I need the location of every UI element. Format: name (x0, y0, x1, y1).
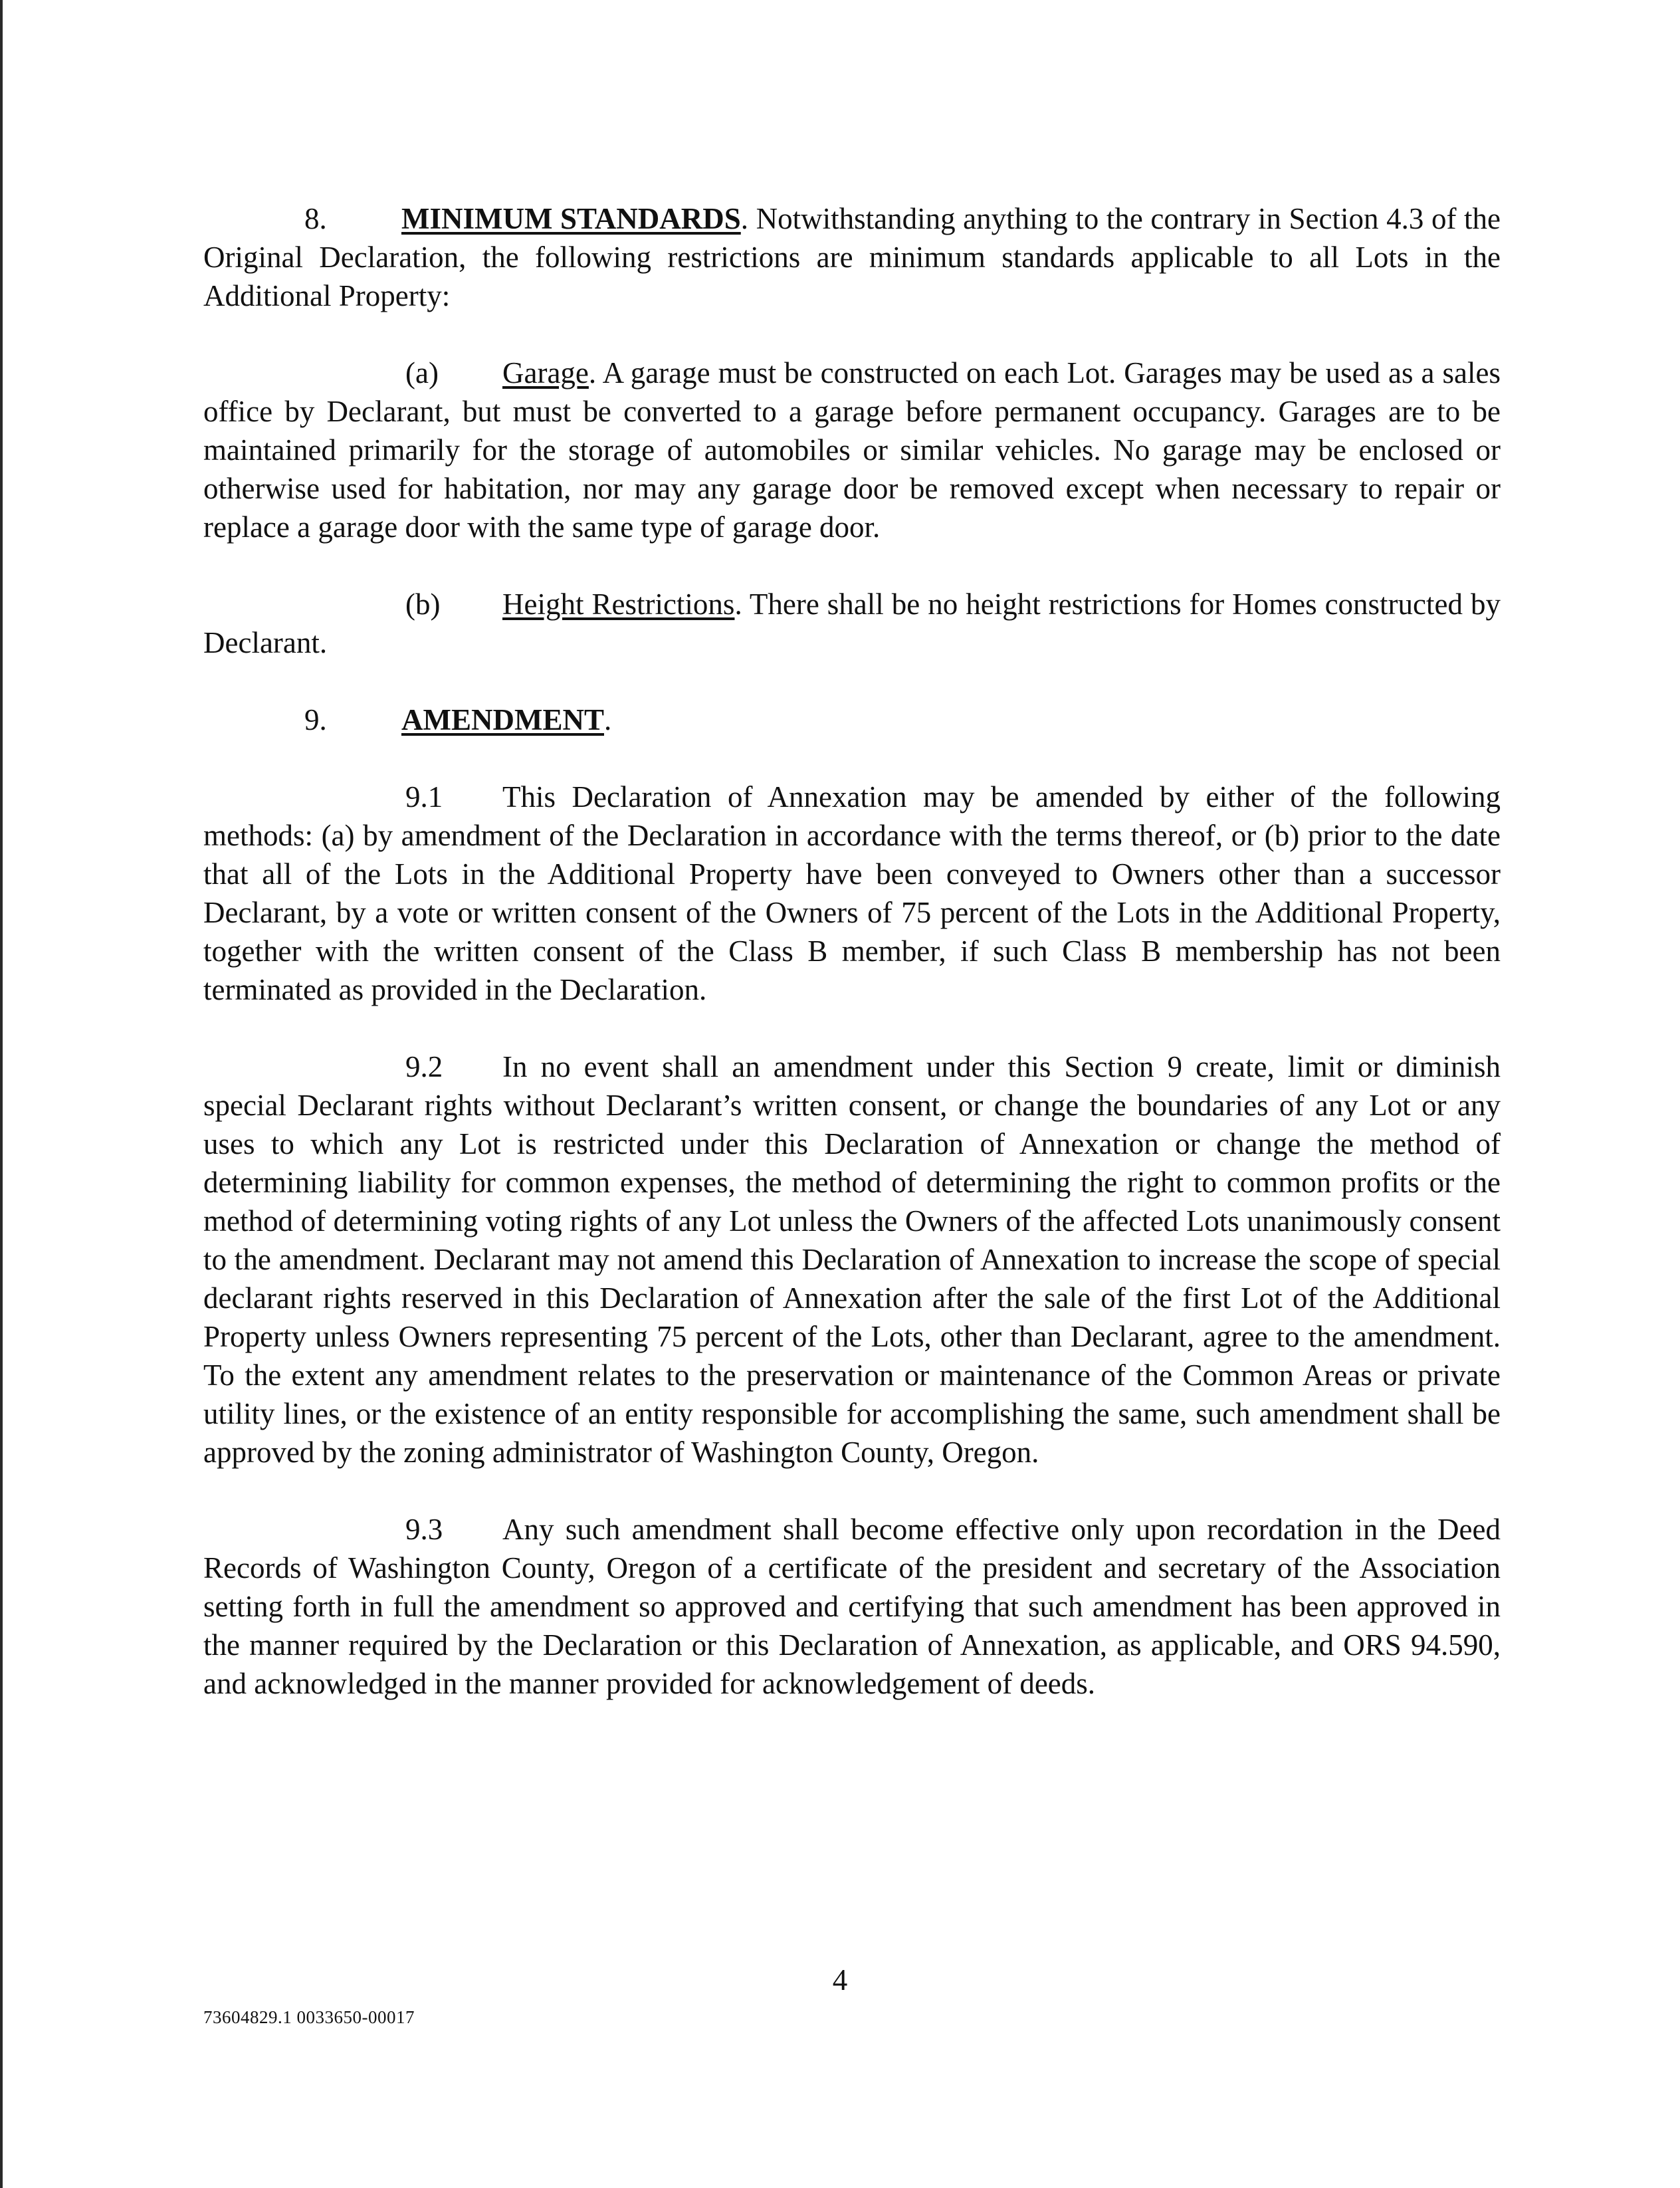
section-8b-label: (b) (405, 588, 441, 621)
section-9-3-paragraph (203, 1510, 1501, 1703)
scan-edge-line (0, 0, 3, 2188)
section-9-3-text: Any such amendment shall become effective only upon recordation in the Deed Records of Washington County, Oregon of a certificate of the president and secretary of the Association setting forth in full the amendment so approved and certifying that such amendment has been approved in the manner required by the Declaration or this Declaration of Annexation, as applicable, and ORS 94.590, and acknowledged in the manner provided for acknowledgement of deeds. (203, 1513, 1501, 1700)
section-9-number: 9. (304, 703, 327, 736)
section-8a-paragraph (203, 354, 1501, 546)
section-9-2-label: 9.2 (405, 1050, 443, 1083)
section-8-text: Notwithstanding anything to the contrary in Section 4.3 of the Original Declaration, the following restrictions are minimum standards applicable to all Lots in the Additional Property: (203, 202, 1501, 312)
section-8b-title: Height Restrictions (502, 588, 735, 621)
section-9-heading-line (203, 701, 1501, 739)
section-9-2-text: In no event shall an amendment under this Section 9 create, limit or diminish special Declarant rights without Declarant’s written consent, or change the boundaries of any Lot or any uses to which any Lot is restricted under this Declaration of Annexation or change the method of determining liability for common expenses, the method of determining the right to common profits or the method of determining voting rights of any Lot unless the Owners of the affected Lots unanimously consent to the amendment. Declarant may not amend this Declaration of Annexation to increase the scope of special declarant rights reserved in this Declaration of Annexation after the sale of the first Lot of the Additional Property unless Owners representing 75 percent of the Lots, other than Declarant, agree to the amendment. To the extent any amendment relates to the preservation or maintenance of the Common Areas or private utility lines, or the existence of an entity responsible for accomplishing the same, such amendment shall be approved by the zoning administrator of Washington County, Oregon. (203, 1050, 1501, 1469)
section-9-3-label: 9.3 (405, 1513, 443, 1546)
section-9-heading-punct: . (603, 703, 612, 736)
section-8a-label: (a) (405, 356, 439, 389)
section-9-heading: AMENDMENT (401, 703, 604, 736)
document-body (203, 199, 1501, 1703)
section-8-heading-punct: . (740, 202, 748, 235)
section-8b-text: . There shall be no height restrictions for Homes constructed by Declarant. (203, 588, 1501, 659)
document-id: 73604829.1 0033650-00017 (203, 2007, 415, 2027)
page-number: 4 (832, 1963, 848, 1997)
section-8-paragraph (203, 199, 1501, 315)
section-8-number: 8. (304, 202, 327, 235)
section-9-1-label: 9.1 (405, 780, 443, 814)
section-9-1-text: This Declaration of Annexation may be amended by either of the following methods: (a) by amendment of the Declaration in accordance with the terms thereof, or (b) prior to the date that all of the Lots in the Additional Property have been conveyed to Owners other than a successor Declarant, by a vote or written consent of the Owners of 75 percent of the Lots in the Additional Property, together with the written consent of the Class B member, if such Class B membership has not been terminated as provided in the Declaration. (203, 780, 1501, 1006)
section-8a-title: Garage (502, 356, 589, 389)
section-8b-paragraph (203, 585, 1501, 662)
section-9-1-paragraph (203, 778, 1501, 1009)
section-8-heading: MINIMUM STANDARDS (401, 202, 741, 235)
section-9-2-paragraph (203, 1047, 1501, 1472)
section-8a-text: . A garage must be constructed on each Lot. Garages may be used as a sales office by Declarant, but must be converted to a garage before permanent occupancy. Garages are to be maintained primarily for the storage of automobiles or similar vehicles. No garage may be enclosed or otherwise used for habitation, nor may any garage door be removed except when necessary to repair or replace a garage door with the same type of garage door. (203, 356, 1501, 544)
